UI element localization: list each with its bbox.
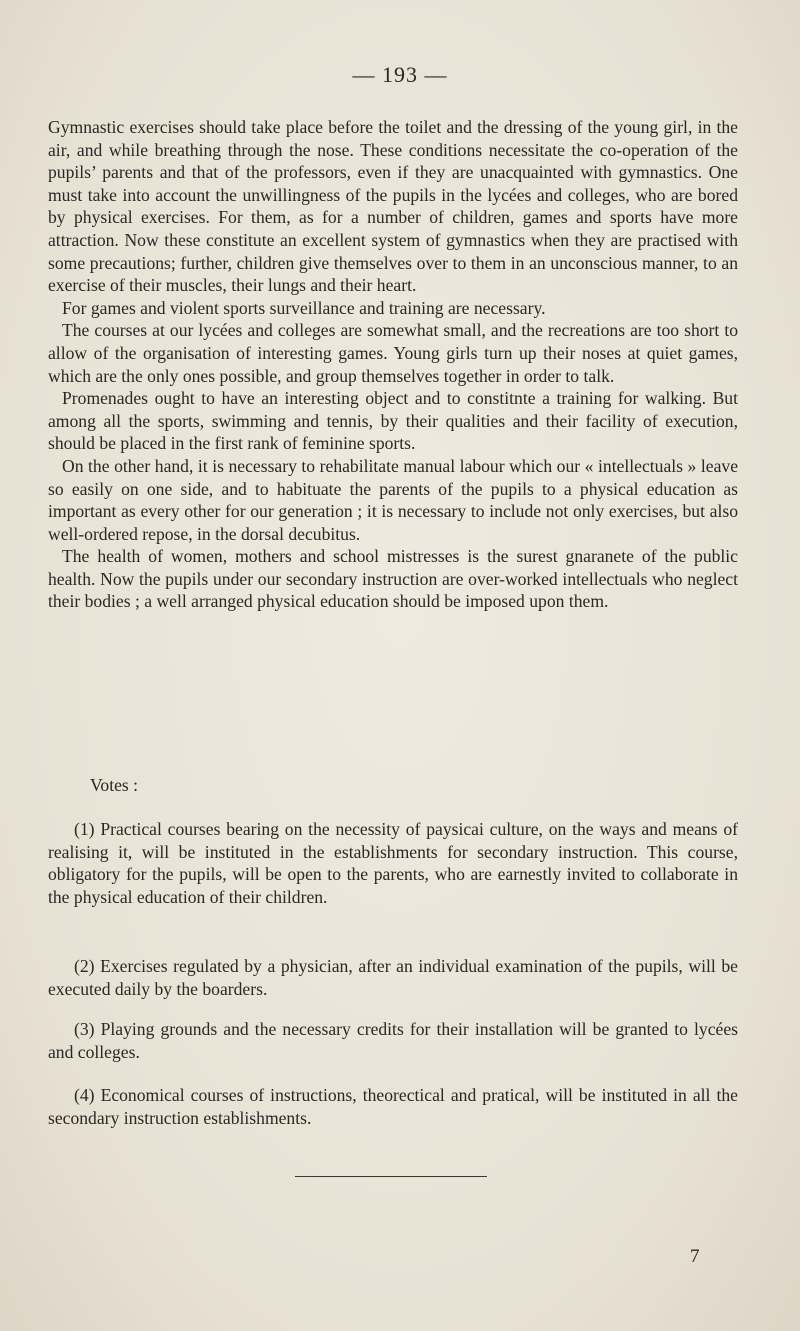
vote-item: [48, 1084, 738, 1129]
paragraph: The courses at our lycées and colleges are somewhat small, and the recreations are too short to allow of the organisation of interesting games. Young girls turn up their noses at quiet games, which are the only ones possible, and group themselves together in order to talk.: [48, 320, 738, 386]
paragraph: Promenades ought to have an interesting object and to constitnte a training for walking. But among all the sports, swimming and tennis, by their qualities and their facility of execution, should be placed in the first rank of feminine sports.: [48, 388, 738, 454]
vote-text: (3) Playing grounds and the necessary credits for their installation will be granted to lycées and colleges.: [48, 1019, 738, 1062]
votes-heading: Votes :: [90, 775, 139, 795]
vote-text: (4) Economical courses of instructions, theorectical and pratical, will be instituted in all the secondary instruction establishments.: [48, 1085, 738, 1128]
signature-mark: 7: [690, 1246, 700, 1267]
body-text: [48, 116, 738, 613]
paragraph: Gymnastic exercises should take place before the toilet and the dressing of the young girl, in the air, and while breathing through the nose. These conditions necessitate the co-operation of the pupils’ parents and that of the professors, even if they are unacquainted with gymnastics. One must take into account the unwillingness of the pupils in the lycées and colleges, who are bored by physical exercises. For them, as for a number of children, games and sports have more attraction. Now these constitute an excellent system of gymnastics when they are practised with some precautions; further, children give themselves over to them in an unconscious manner, to an exercise of their muscles, their lungs and their heart.: [48, 117, 738, 296]
paragraph: On the other hand, it is necessary to rehabilitate manual labour which our « intellectuals » leave so easily on one side, and to habituate the parents of the pupils to a physical education as important as every other for our generation ; it is necessary to include not only exercises, but also well-ordered repose, in the dorsal decubitus.: [48, 455, 738, 544]
section-divider: [295, 1176, 487, 1177]
vote-text: (1) Practical courses bearing on the necessity of paysicai culture, on the ways and means of realising it, will be instituted in the establishments for secondary instruction. This course, obligatory for the pupils, will be open to the parents, who are earnestly invited to collaborate in the physical education of their children.: [48, 819, 738, 907]
paragraph: The health of women, mothers and school mistresses is the surest gnaranete of the public health. Now the pupils under our secondary instruction are over-worked intellectuals who neglect their bodies ; a well arranged physical education should be imposed upon them.: [48, 546, 738, 612]
paragraph: For games and violent sports surveillance and training are necessary.: [62, 297, 546, 318]
vote-item: [48, 1018, 738, 1063]
vote-item: [48, 818, 738, 908]
page-number: — 193 —: [352, 62, 448, 87]
vote-item: [48, 955, 738, 1000]
vote-text: (2) Exercises regulated by a physician, after an individual examination of the pupils, will be executed daily by the boarders.: [48, 956, 738, 999]
